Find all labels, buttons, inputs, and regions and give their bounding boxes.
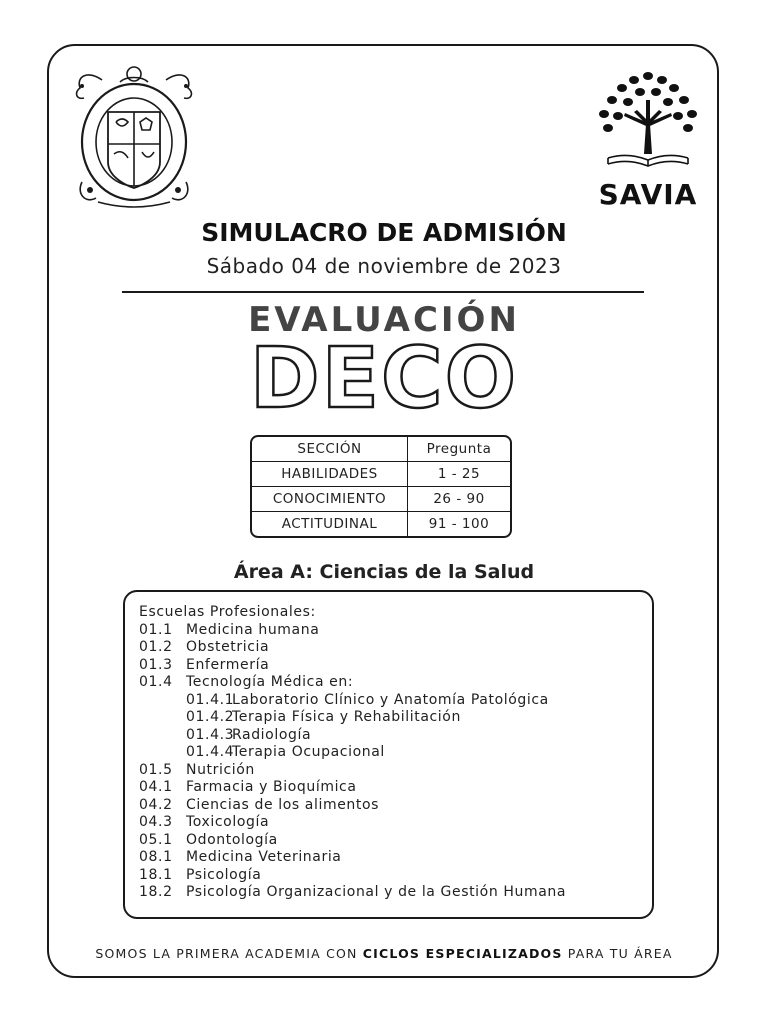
table-row bbox=[252, 512, 510, 536]
school-name: Terapia Ocupacional bbox=[232, 744, 385, 760]
list-item bbox=[139, 709, 652, 727]
table-cell: HABILIDADES bbox=[252, 462, 408, 487]
list-item bbox=[139, 622, 652, 640]
school-name: Enfermería bbox=[186, 656, 270, 673]
list-item bbox=[139, 657, 652, 675]
school-name: Laboratorio Clínico y Anatomía Patológica bbox=[232, 691, 549, 708]
school-name: Radiología bbox=[232, 726, 312, 743]
school-code: 18.2 bbox=[139, 884, 173, 900]
schools-box bbox=[123, 590, 654, 919]
list-item bbox=[139, 692, 652, 710]
school-name: Medicina Veterinaria bbox=[186, 849, 342, 865]
school-code: 05.1 bbox=[139, 831, 173, 848]
table-header-row bbox=[252, 437, 510, 462]
table-cell: CONOCIMIENTO bbox=[252, 487, 408, 512]
school-code: 08.1 bbox=[139, 849, 173, 865]
school-code: 04.1 bbox=[139, 779, 173, 795]
footer-text-before: SOMOS LA PRIMERA ACADEMIA CON bbox=[95, 946, 363, 961]
school-code: 04.3 bbox=[139, 814, 173, 830]
list-item bbox=[139, 779, 652, 797]
school-name: Tecnología Médica en: bbox=[186, 674, 354, 690]
evaluation-label: EVALUACIÓN bbox=[248, 300, 520, 340]
list-item bbox=[139, 762, 652, 780]
table-cell: 1 - 25 bbox=[408, 462, 510, 487]
school-name: Farmacia y Bioquímica bbox=[186, 779, 357, 795]
school-name: Psicología Organizacional y de la Gestión Humana bbox=[186, 884, 567, 900]
table-header-cell: Pregunta bbox=[408, 437, 510, 462]
list-item bbox=[139, 884, 652, 902]
table-row bbox=[252, 462, 510, 487]
page-title: SIMULACRO DE ADMISIÓN bbox=[201, 218, 567, 247]
university-seal-icon bbox=[68, 62, 200, 210]
school-name: Toxicología bbox=[186, 814, 270, 830]
area-title: Área A: Ciencias de la Salud bbox=[233, 561, 535, 583]
school-code: 04.2 bbox=[139, 796, 173, 813]
school-name: Terapia Física y Rehabilitación bbox=[232, 709, 461, 725]
school-code: 01.1 bbox=[139, 621, 173, 638]
brand-logo bbox=[590, 66, 706, 211]
school-code: 01.2 bbox=[139, 639, 173, 655]
schools-header: Escuelas Profesionales: bbox=[139, 604, 316, 620]
school-code: 01.4.4 bbox=[186, 744, 235, 760]
table-header-cell: SECCIÓN bbox=[252, 437, 408, 462]
list-item bbox=[139, 797, 652, 815]
school-code: 01.4.1 bbox=[186, 691, 235, 708]
school-code: 01.4.3 bbox=[186, 726, 235, 743]
list-item bbox=[139, 867, 652, 885]
school-code: 01.4.2 bbox=[186, 709, 235, 725]
list-item bbox=[139, 674, 652, 692]
school-name: Medicina humana bbox=[186, 621, 320, 638]
school-code: 01.3 bbox=[139, 656, 173, 673]
school-code: 18.1 bbox=[139, 866, 173, 883]
exam-date: Sábado 04 de noviembre de 2023 bbox=[206, 254, 562, 278]
school-name: Ciencias de los alimentos bbox=[186, 796, 380, 813]
list-item bbox=[139, 727, 652, 745]
school-name: Psicología bbox=[186, 866, 262, 883]
footer-slogan bbox=[0, 946, 768, 961]
table-cell: 91 - 100 bbox=[428, 516, 490, 532]
footer-text-bold: CICLOS ESPECIALIZADOS bbox=[362, 946, 563, 961]
tree-book-logo-icon bbox=[590, 66, 706, 176]
footer-text-after: PARA TU ÁREA bbox=[562, 946, 673, 961]
sections-table bbox=[250, 435, 512, 538]
table-cell: 26 - 90 bbox=[408, 487, 510, 512]
list-item bbox=[139, 814, 652, 832]
list-item bbox=[139, 744, 652, 762]
school-name: Obstetricia bbox=[186, 639, 270, 655]
evaluation-name: DECO bbox=[249, 329, 519, 427]
divider bbox=[122, 291, 644, 293]
brand-name: SAVIA bbox=[598, 178, 698, 211]
school-code: 01.5 bbox=[139, 761, 173, 778]
school-name: Odontología bbox=[186, 831, 278, 848]
table-cell: ACTITUDINAL bbox=[252, 512, 408, 536]
list-item bbox=[139, 639, 652, 657]
school-code: 01.4 bbox=[139, 674, 173, 690]
list-item bbox=[139, 849, 652, 867]
table-row bbox=[252, 487, 510, 512]
school-name: Nutrición bbox=[186, 761, 255, 778]
list-item bbox=[139, 832, 652, 850]
